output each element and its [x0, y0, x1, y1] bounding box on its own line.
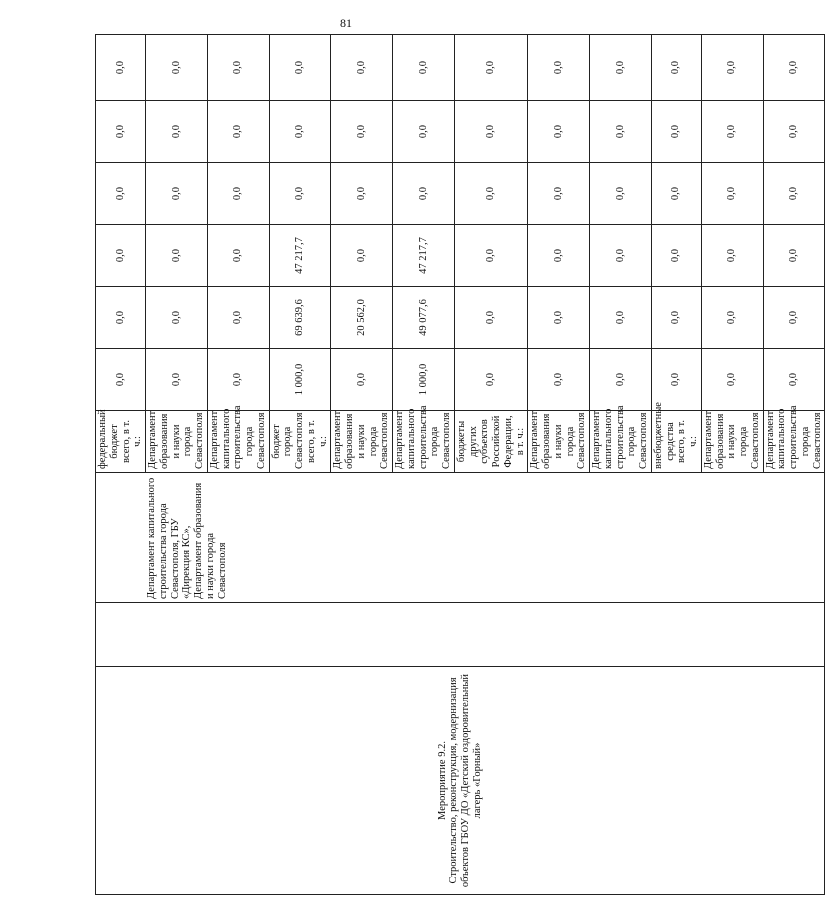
source-label: бюджет города Севастополя всего, в т. ч.:: [269, 411, 331, 473]
rotated-table-wrapper: [95, 35, 823, 895]
value-cell: 0,0: [146, 349, 208, 411]
value-cell: 0,0: [146, 101, 208, 163]
source-label: Департамент капитального строительства города Севастополя: [393, 411, 455, 473]
event-description: Строительство, реконструкция, модернизация объектов ГБОУ ДО «Детский оздоровительный лагерь «Горный»: [448, 673, 483, 888]
value-cell: 1 000,0: [269, 349, 331, 411]
value-cell: 0,0: [146, 35, 208, 101]
value-cell: 0,0: [207, 225, 269, 287]
value-cell: 0,0: [763, 225, 825, 287]
source-label: внебюджетные средства всего, в т. ч.:: [651, 411, 701, 473]
value-cell: 0,0: [96, 163, 146, 225]
value-cell: 0,0: [393, 163, 455, 225]
value-cell: 0,0: [331, 101, 393, 163]
value-cell: 0,0: [454, 349, 528, 411]
value-cell: 0,0: [763, 35, 825, 101]
value-cell: 0,0: [763, 163, 825, 225]
value-cell: 0,0: [701, 163, 763, 225]
value-cell: 0,0: [269, 163, 331, 225]
page-number: 81: [340, 16, 352, 30]
source-label: Департамент образования и науки города Севастополя: [528, 411, 590, 473]
value-cell: 0,0: [454, 287, 528, 349]
value-cell: 0,0: [207, 35, 269, 101]
value-cell: 0,0: [763, 101, 825, 163]
value-cell: 0,0: [454, 225, 528, 287]
value-cell: 0,0: [701, 287, 763, 349]
value-cell: 0,0: [454, 163, 528, 225]
value-cell: 0,0: [96, 349, 146, 411]
value-cell: 0,0: [454, 35, 528, 101]
source-label: Департамент капитального строительства города Севастополя: [763, 411, 825, 473]
value-cell: 0,0: [701, 349, 763, 411]
value-cell: 0,0: [528, 349, 590, 411]
value-cell: 0,0: [590, 163, 652, 225]
value-cell: 0,0: [331, 349, 393, 411]
value-cell: 20 562,0: [331, 287, 393, 349]
value-cell: 0,0: [701, 35, 763, 101]
source-label: Департамент капитального строительства города Севастополя: [590, 411, 652, 473]
source-label: бюджеты других субъектов Российской Федерации, в т. ч.:: [454, 411, 528, 473]
value-cell: 0,0: [651, 287, 701, 349]
source-label: Департамент образования и науки города Севастополя: [146, 411, 208, 473]
value-cell: 0,0: [331, 163, 393, 225]
value-cell: 0,0: [590, 287, 652, 349]
value-cell: 0,0: [528, 225, 590, 287]
value-cell: 69 639,6: [269, 287, 331, 349]
source-label: Департамент образования и науки города Севастополя: [331, 411, 393, 473]
value-cell: 49 077,6: [393, 287, 455, 349]
value-cell: 0,0: [331, 35, 393, 101]
value-cell: 0,0: [763, 287, 825, 349]
value-cell: 0,0: [528, 163, 590, 225]
value-cell: 0,0: [269, 35, 331, 101]
value-cell: 0,0: [393, 101, 455, 163]
source-label: Департамент образования и науки города Севастополя: [701, 411, 763, 473]
value-cell: 0,0: [146, 287, 208, 349]
source-label: Департамент капитального строительства города Севастополя: [207, 411, 269, 473]
value-cell: 0,0: [146, 163, 208, 225]
value-cell: 47 217,7: [269, 225, 331, 287]
value-cell: 0,0: [763, 349, 825, 411]
value-cell: 0,0: [528, 287, 590, 349]
value-cell: 0,0: [701, 101, 763, 163]
table-row: [96, 35, 146, 895]
value-cell: 0,0: [96, 225, 146, 287]
value-cell: 0,0: [96, 287, 146, 349]
value-cell: 47 217,7: [393, 225, 455, 287]
value-cell: 0,0: [207, 349, 269, 411]
value-cell: 0,0: [207, 287, 269, 349]
financing-table: [95, 34, 825, 895]
value-cell: 0,0: [528, 35, 590, 101]
value-cell: 0,0: [590, 101, 652, 163]
value-cell: 0,0: [701, 225, 763, 287]
value-cell: 1 000,0: [393, 349, 455, 411]
empty-cell: [96, 603, 825, 667]
executor-cell: Департамент капитального строительства города Севастополя, ГБУ «Дирекция КС», Департамент образования и науки города Севастополя: [96, 473, 825, 603]
value-cell: 0,0: [651, 163, 701, 225]
value-cell: 0,0: [590, 225, 652, 287]
value-cell: 0,0: [207, 101, 269, 163]
value-cell: 0,0: [331, 225, 393, 287]
source-label: федеральный бюджет всего, в т. ч.:: [96, 411, 146, 473]
event-cell: [96, 667, 825, 895]
value-cell: 0,0: [651, 225, 701, 287]
value-cell: 0,0: [393, 35, 455, 101]
value-cell: 0,0: [528, 101, 590, 163]
value-cell: 0,0: [96, 101, 146, 163]
event-title: Мероприятие 9.2.: [436, 741, 448, 820]
value-cell: 0,0: [96, 35, 146, 101]
value-cell: 0,0: [207, 163, 269, 225]
value-cell: 0,0: [590, 35, 652, 101]
value-cell: 0,0: [146, 225, 208, 287]
value-cell: 0,0: [651, 35, 701, 101]
value-cell: 0,0: [651, 349, 701, 411]
value-cell: 0,0: [590, 349, 652, 411]
value-cell: 0,0: [651, 101, 701, 163]
value-cell: 0,0: [454, 101, 528, 163]
value-cell: 0,0: [269, 101, 331, 163]
